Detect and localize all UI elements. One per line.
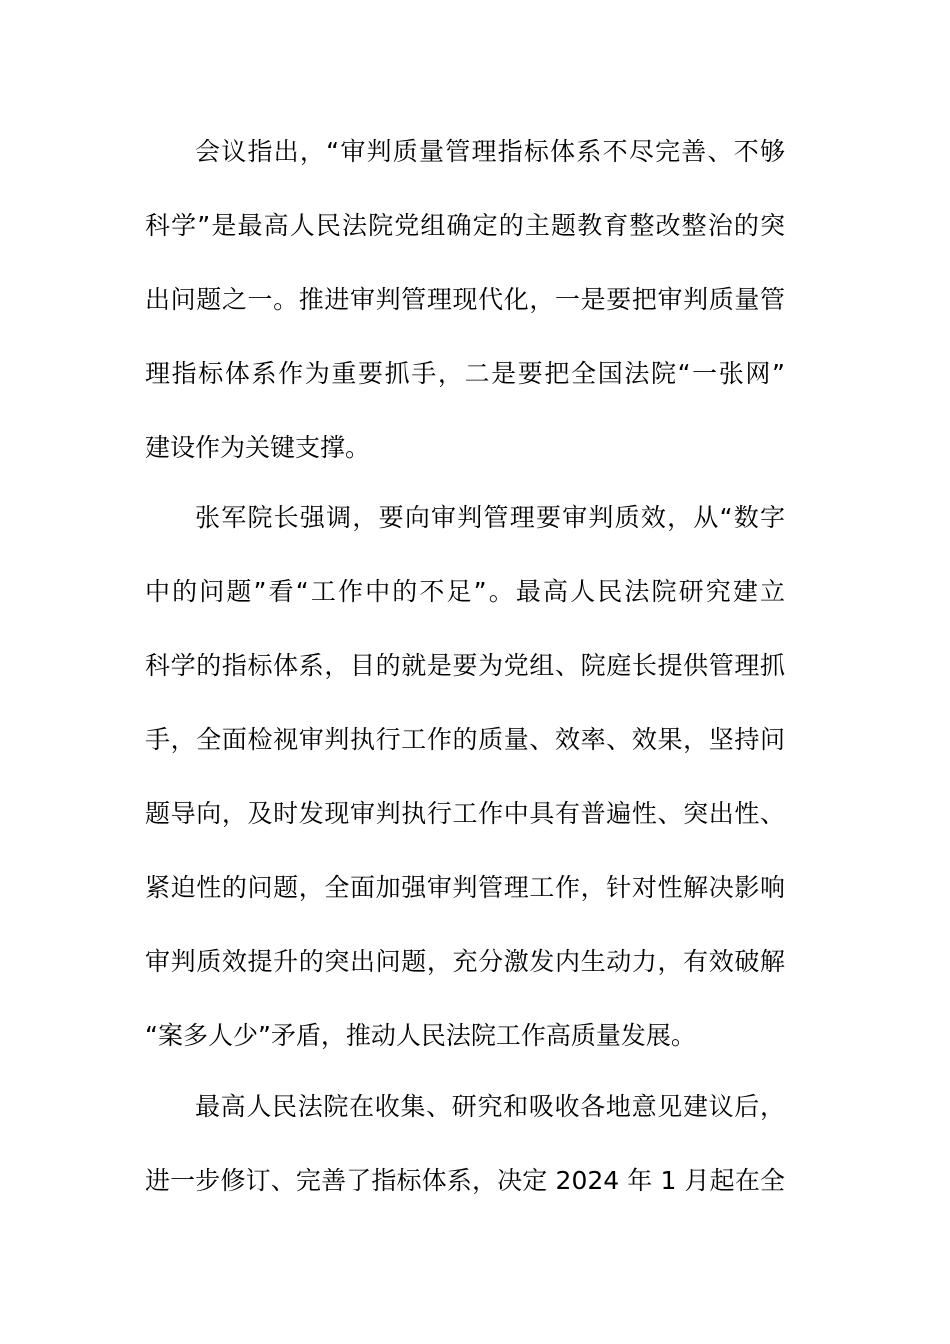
- paragraph-2-line-7: 审判质效提升的突出问题，充分激发内生动力，有效破解: [145, 947, 785, 976]
- paragraph-3-line-2: 进一步修订、完善了指标体系，决定 2024 年 1 月起在全: [145, 1166, 785, 1195]
- paragraph-3-line-1: 最高人民法院在收集、研究和吸收各地意见建议后，: [195, 1092, 785, 1121]
- paragraph-2-line-4: 手，全面检视审判执行工作的质量、效率、效果，坚持问: [145, 725, 785, 754]
- paragraph-1-line-3: 出问题之一。推进审判管理现代化，一是要把审判质量管: [145, 285, 785, 314]
- paragraph-1-line-5: 建设作为关键支撑。: [145, 433, 371, 462]
- paragraph-2-line-8: “案多人少”矛盾，推动人民法院工作高质量发展。: [145, 1021, 696, 1050]
- paragraph-1-line-4: 理指标体系作为重要抓手，二是要把全国法院“一张网”: [145, 359, 785, 388]
- paragraph-2-line-2: 中的问题”看“工作中的不足”。最高人民法院研究建立: [145, 577, 785, 606]
- paragraph-2-line-6: 紧迫性的问题，全面加强审判管理工作，针对性解决影响: [145, 873, 785, 902]
- paragraph-1-line-1: 会议指出，“审判质量管理指标体系不尽完善、不够: [195, 137, 785, 166]
- paragraph-2-line-3: 科学的指标体系，目的就是要为党组、院庭长提供管理抓: [145, 651, 785, 680]
- paragraph-2-line-5: 题导向，及时发现审判执行工作中具有普遍性、突出性、: [145, 799, 785, 828]
- paragraph-2-line-1: 张军院长强调，要向审判管理要审判质效，从“数字: [195, 503, 785, 532]
- paragraph-1-line-2: 科学”是最高人民法院党组确定的主题教育整改整治的突: [145, 211, 785, 240]
